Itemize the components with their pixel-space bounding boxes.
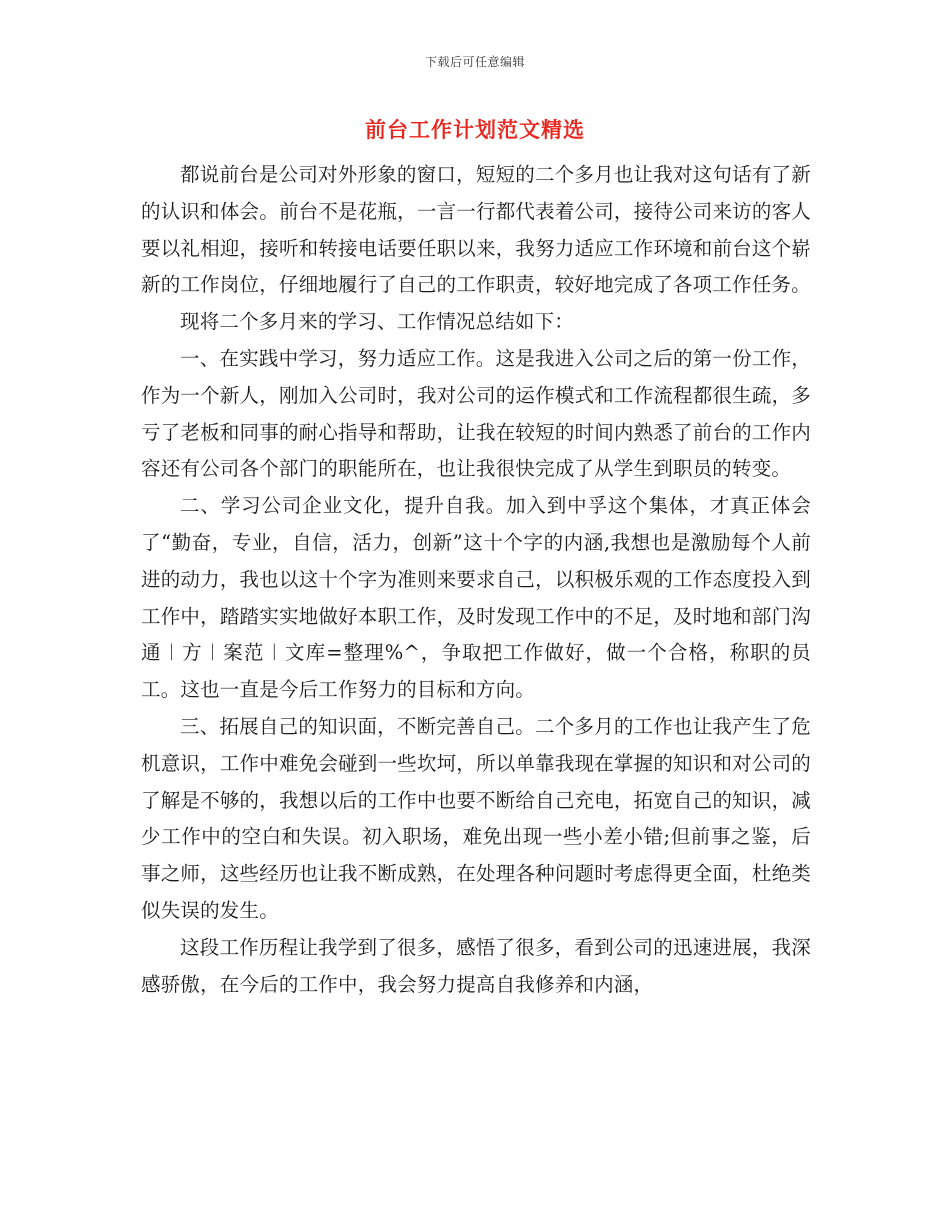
header-note: 下载后可任意编辑 — [424, 55, 525, 69]
paragraph-section-2: 二、学习公司企业文化，提升自我。加入到中孚这个集体，才真正体会了“勤奋，专业，自信，活力，创新”这十个字的内涵,我想也是激励每个人前进的动力，我也以这十个字为准则来要求自己，以积极乐观的工作态度投入到工作中，踏踏实实地做好本职工作，及时发现工作中的不足，及时地和部门沟通︱方︱案范︱文库=整理%^，争取把工作做好，做一个合格，称职的员工。这也一直是今后工作努力的目标和方向。 — [141, 494, 811, 702]
paragraph-section-1: 一、在实践中学习，努力适应工作。这是我进入公司之后的第一份工作，作为一个新人，刚加入公司时，我对公司的运作模式和工作流程都很生疏，多亏了老板和同事的耐心指导和帮助，让我在较短的时间内熟悉了前台的工作内容还有公司各个部门的职能所在，也让我很快完成了从学生到职员的转变。 — [141, 346, 811, 481]
paragraph-section-3: 三、拓展自己的知识面，不断完善自己。二个多月的工作也让我产生了危机意识，工作中难免会碰到一些坎坷，所以单靠我现在掌握的知识和对公司的了解是不够的，我想以后的工作中也要不断给自己充电，拓宽自己的知识，减少工作中的空白和失误。初入职场，难免出现一些小差小错;但前事之鉴，后事之师，这些经历也让我不断成熟，在处理各种问题时考虑得更全面，杜绝类似失误的发生。 — [141, 714, 811, 922]
document-title: 前台工作计划范文精选 — [365, 118, 585, 142]
paragraph-summary-lead: 现将二个多月来的学习、工作情况总结如下： — [180, 310, 575, 334]
document-body — [141, 157, 811, 1003]
paragraph-closing: 这段工作历程让我学到了很多，感悟了很多，看到公司的迅速进展，我深感骄傲，在今后的工作中，我会努力提高自我修养和内涵， — [141, 935, 811, 996]
paragraph-intro: 都说前台是公司对外形象的窗口，短短的二个多月也让我对这句话有了新的认识和体会。前台不是花瓶，一言一行都代表着公司，接待公司来访的客人要以礼相迎，接听和转接电话要任职以来，我努力适应工作环境和前台这个崭新的工作岗位，仔细地履行了自己的工作职责，较好地完成了各项工作任务。 — [141, 163, 811, 297]
